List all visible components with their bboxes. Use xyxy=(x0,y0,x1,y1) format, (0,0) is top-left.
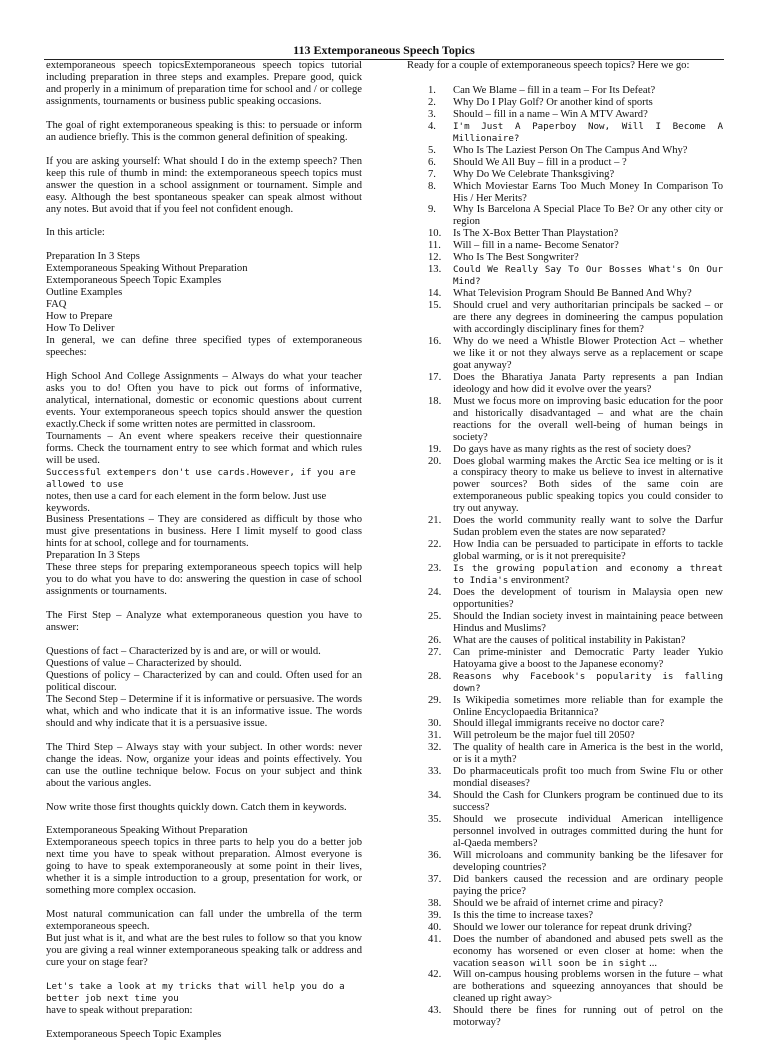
topic-number: 6. xyxy=(428,156,436,168)
topic-number: 42. xyxy=(428,969,442,981)
topic-text: Is this the time to increase taxes? xyxy=(453,909,594,921)
topic-text: Should – fill in a name – Win A MTV Award? xyxy=(453,108,648,120)
topic-text: What are the causes of political instability in Pakistan? xyxy=(453,634,686,646)
topics-intro: Ready for a couple of extemporaneous speech topics? Here we go: xyxy=(407,60,690,71)
topic-text: Who Is The Laziest Person On The Campus And Why? xyxy=(453,144,688,156)
topic-text: Will on-campus housing problems worsen in the future – what are botherations and squeezing annoyances that should be cleaned up right away> xyxy=(453,969,723,1005)
questions-policy: Questions of policy – Characterized by can and could. Often used for an political discour. xyxy=(46,669,362,693)
topic-text: Do pharmaceuticals profit too much from Swine Flu or other mondial diseases? xyxy=(453,766,723,790)
topic-item xyxy=(407,563,723,587)
topic-text: Is Wikipedia sometimes more reliable than for example the Online Encyclopaedia Britannica? xyxy=(453,694,723,718)
topic-number: 22. xyxy=(428,539,442,551)
topic-number: 4. xyxy=(428,120,436,132)
topic-text: The quality of health care in America is the best in the world, or is it a myth? xyxy=(453,742,723,766)
topic-item xyxy=(407,444,723,456)
topic-item xyxy=(407,969,723,1005)
question-paragraph: If you are asking yourself: What should I do in the extemp speech? Then keep this rule of thumb in mind: the extemporaneous speech topics must answer the question in a school assignment or tournament. Simple and easy. Although the best spontaneous speaker can speak almost without any notes. But avoid that if you feel not confident enough. xyxy=(46,155,362,215)
topic-item xyxy=(407,145,723,157)
topic-number: 34. xyxy=(428,790,442,802)
examples-heading: Extemporaneous Speech Topic Examples xyxy=(46,1028,222,1040)
topic-text: Should cruel and very authoritarian principals be sacked – or are there any degrees in domineering the campus population with accordingly disciplinary fines for them? xyxy=(453,300,723,336)
topic-text: Does the development of tourism in Malaysia open new opportunities? xyxy=(453,586,723,610)
topic-item xyxy=(407,252,723,264)
topic-number: 10. xyxy=(428,228,442,240)
topic-item xyxy=(407,396,723,444)
topic-text: Who Is The Best Songwriter? xyxy=(453,252,579,264)
topic-number: 20. xyxy=(428,455,442,467)
topic-number: 23. xyxy=(428,563,442,575)
topic-number: 31. xyxy=(428,730,442,742)
right-column xyxy=(407,60,723,1029)
topic-item xyxy=(407,814,723,850)
topic-item xyxy=(407,635,723,647)
topic-number: 26. xyxy=(428,634,442,646)
topic-text: Should the Indian society invest in maintaining peace between Hindus and Muslims? xyxy=(453,610,723,634)
topic-number: 9. xyxy=(428,204,436,216)
topic-item xyxy=(407,456,723,516)
school-assignments-paragraph: High School And College Assignments – Always do what your teacher asks you to do! Often you have to pick out forms of informative, analytical, international, domestic or economic questions about current events. Your extemporaneous speech topics should answer the question exactly.Check if some written notes are permitted in classroom. xyxy=(46,371,362,430)
topic-item xyxy=(407,850,723,874)
toc-item: How To Deliver xyxy=(46,323,115,335)
topic-number: 1. xyxy=(428,84,436,96)
topic-item xyxy=(407,587,723,611)
in-article-label: In this article: xyxy=(46,227,105,239)
questions-value: Questions of value – Characterized by should. xyxy=(46,657,242,669)
without-preparation-heading: Extemporaneous Speaking Without Preparation xyxy=(46,825,248,837)
topic-text: Does the world community really want to solve the Darfur Sudan problem even the states are now separated? xyxy=(453,515,723,539)
topic-text: Should We All Buy – fill in a product – ? xyxy=(453,156,627,168)
topic-item xyxy=(407,169,723,181)
topic-item xyxy=(407,910,723,922)
topic-item xyxy=(407,85,723,97)
topic-text: Why do we need a Whistle Blower Protection Act – whether we like it or not they always serve as a replacement or scape goat anyway? xyxy=(453,335,723,371)
topic-item xyxy=(407,372,723,396)
topic-number: 25. xyxy=(428,610,442,622)
topic-text: What Television Program Should Be Banned And Why? xyxy=(453,288,692,300)
topic-text: Could We Really Say To Our Bosses What's On Our Mind? xyxy=(453,264,723,288)
topic-item xyxy=(407,97,723,109)
topic-item xyxy=(407,515,723,539)
topic-item xyxy=(407,240,723,252)
preparation-heading: Preparation In 3 Steps xyxy=(46,550,140,562)
tournaments-note: Successful extempers don't use cards.However, if you are allowed to use xyxy=(46,466,356,490)
topic-number: 14. xyxy=(428,288,442,300)
topic-text-tail: environment? xyxy=(510,575,570,587)
topic-item xyxy=(407,611,723,635)
topic-list xyxy=(407,85,723,1029)
topic-item xyxy=(407,1005,723,1029)
topic-text: Must we focus more on improving basic education for the poor and historically disadvantaged – and what are the chain reactions for the overall well-being of human beings in society? xyxy=(453,395,723,443)
third-step-paragraph: The Third Step – Always stay with your subject. In other words: never change the ideas. Now, organize your ideas and points effectively. You can use the outline technique below. Focus on your subject and think about the various angles. xyxy=(46,741,362,789)
topic-number: 38. xyxy=(428,897,442,909)
topic-number: 11. xyxy=(428,240,441,252)
topic-text: Will microloans and community banking be the lifesaver for developing countries? xyxy=(453,849,723,873)
topic-number: 7. xyxy=(428,168,436,180)
left-column xyxy=(46,60,362,1041)
topic-number: 33. xyxy=(428,766,442,778)
topic-number: 8. xyxy=(428,180,436,192)
topic-number: 12. xyxy=(428,252,442,264)
topic-text: Should we prosecute individual American intelligence personnel involved in outrages committed during the hunt for al-Qaeda members? xyxy=(453,814,723,849)
tricks-tail: have to speak without preparation: xyxy=(46,1004,193,1016)
tricks-note: Let's take a look at my tricks that will help you do a better job next time you xyxy=(46,980,345,1004)
topic-text: Does global warming makes the Arctic Sea ice melting or is it a conspiracy theory to make us believe to invest in alternative power sources? Both sides of the same coin are extemporaneous public speaking topics you could consider to try out anyway. xyxy=(453,455,723,515)
topic-text: Reasons why Facebook's popularity is falling down? xyxy=(453,670,723,694)
tournaments-tail: notes, then use a card for each element in the form below. Just use keywords. xyxy=(46,490,327,514)
topic-text: Why Do I Play Golf? Or another kind of sports xyxy=(453,96,653,108)
topic-text: Why Do We Celebrate Thanksgiving? xyxy=(453,168,615,180)
first-step-paragraph: The First Step – Analyze what extemporaneous question you have to answer: xyxy=(46,610,362,634)
topic-text: Will petroleum be the major fuel till 2050? xyxy=(453,730,635,742)
topic-text: Should illegal immigrants receive no doctor care? xyxy=(453,718,665,730)
toc-item: FAQ xyxy=(46,299,67,311)
topic-number: 35. xyxy=(428,814,442,826)
topic-item xyxy=(407,109,723,121)
toc-item: Preparation In 3 Steps xyxy=(46,251,140,263)
topic-number: 18. xyxy=(428,395,442,407)
toc-item: Extemporaneous Speaking Without Preparation xyxy=(46,263,248,275)
topic-item xyxy=(407,742,723,766)
topic-item xyxy=(407,204,723,228)
topic-item xyxy=(407,300,723,336)
topic-item xyxy=(407,671,723,695)
topic-text: Should we be afraid of internet crime and piracy? xyxy=(453,897,664,909)
topic-item xyxy=(407,898,723,910)
toc-item: Extemporaneous Speech Topic Examples xyxy=(46,275,222,287)
page-title: 113 Extemporaneous Speech Topics xyxy=(293,43,475,57)
topic-number: 37. xyxy=(428,873,442,885)
topic-item xyxy=(407,157,723,169)
toc-item: Outline Examples xyxy=(46,287,123,299)
topic-text: Do gays have as many rights as the rest of society does? xyxy=(453,443,692,455)
write-down-paragraph: Now write those first thoughts quickly down. Catch them in keywords. xyxy=(46,801,347,813)
topic-number: 36. xyxy=(428,849,442,861)
topic-number: 17. xyxy=(428,371,442,383)
topic-number: 28. xyxy=(428,670,442,682)
topic-text: Does the Bharatiya Janata Party represents a pan Indian ideology and how did it evolve over the years? xyxy=(453,371,723,395)
topic-item xyxy=(407,695,723,719)
second-step-paragraph: The Second Step – Determine if it is informative or persuasive. The words what, which and who indicate that it is an informative issue. The words should and why indicate that it is a persuasive issue. xyxy=(46,693,362,729)
topic-number: 21. xyxy=(428,515,442,527)
topic-number: 40. xyxy=(428,921,442,933)
topic-item xyxy=(407,874,723,898)
topic-item xyxy=(407,264,723,288)
topic-text: Why Is Barcelona A Special Place To Be? Or any other city or region xyxy=(453,204,723,228)
topic-item xyxy=(407,934,723,970)
topic-number: 29. xyxy=(428,694,442,706)
topic-item xyxy=(407,181,723,205)
topic-item xyxy=(407,718,723,730)
topic-number: 39. xyxy=(428,909,442,921)
topic-text: Can We Blame – fill in a team – For Its Defeat? xyxy=(453,84,656,96)
topic-number: 41. xyxy=(428,933,442,945)
topic-number: 5. xyxy=(428,144,436,156)
topic-item xyxy=(407,288,723,300)
topic-number: 32. xyxy=(428,742,442,754)
topic-item xyxy=(407,922,723,934)
topic-number: 13. xyxy=(428,264,442,276)
topic-text: How India can be persuaded to participate in efforts to tackle global warming, or is it not prerequisite? xyxy=(453,539,723,563)
topic-text: Should there be fines for running out of petrol on the motorway? xyxy=(453,1005,723,1029)
topic-item xyxy=(407,539,723,563)
tournaments-paragraph: Tournaments – An event where speakers receive their questionnaire forms. Check the tournament entry to see which format and which rules will be used. xyxy=(46,430,362,466)
topic-item xyxy=(407,647,723,671)
topic-text: Is The X-Box Better Than Playstation? xyxy=(453,228,619,240)
topic-number: 19. xyxy=(428,443,442,455)
topic-number: 27. xyxy=(428,646,442,658)
topic-text: Does the number of abandoned and abused pets swell as the economy has worsened or even closer at home: when the vacation xyxy=(453,933,723,969)
natural-communication-paragraph: Most natural communication can fall under the umbrella of the term extemporaneous speech. xyxy=(46,909,362,933)
topic-item xyxy=(407,730,723,742)
topic-number: 2. xyxy=(428,96,436,108)
topic-text: Can prime-minister and Democratic Party leader Yukio Hatoyama give a boost to the Japanese economy? xyxy=(453,646,723,670)
topic-text: I'm Just A Paperboy Now, Will I Become A Millionaire? xyxy=(453,120,723,144)
topic-number: 43. xyxy=(428,1005,442,1017)
topic-number: 15. xyxy=(428,300,442,312)
topic-number: 3. xyxy=(428,108,436,120)
topic-text: Is the growing population and economy a threat to India's xyxy=(453,563,723,587)
article-toc xyxy=(46,251,362,335)
business-paragraph: Business Presentations – They are considered as difficult by those who must give presentations in business. Here I limit myself to good class hints for at school, college and for tournaments. xyxy=(46,514,362,550)
topic-item xyxy=(407,121,723,145)
topic-item xyxy=(407,766,723,790)
without-preparation-paragraph: Extemporaneous speech topics in three parts to help you do a better job next time you have to speak without preparation. Almost everyone is going to have to speak extemporaneously at some point in their lives, whether it is a simple introduction to a group, presentation for work, or something more complex occasion. xyxy=(46,837,362,897)
topic-text: Did bankers caused the recession and are ordinary people paying the price? xyxy=(453,873,723,897)
topic-item xyxy=(407,790,723,814)
topic-number: 24. xyxy=(428,586,442,598)
preparation-paragraph: These three steps for preparing extemporaneous speech topics will help you to do what you have to do: answering the question in case of school assignments or tournaments. xyxy=(46,562,362,598)
topic-text: Should the Cash for Clunkers program be continued due to its success? xyxy=(453,790,723,814)
topic-text: Should we lower our tolerance for repeat drunk driving? xyxy=(453,921,692,933)
topic-text-ellipsis: ... xyxy=(646,957,658,969)
topic-item xyxy=(407,228,723,240)
topic-text: Which Moviestar Earns Too Much Money In Comparison To His / Her Merits? xyxy=(453,180,723,204)
topic-item xyxy=(407,336,723,372)
topic-number: 30. xyxy=(428,718,442,730)
best-rules-paragraph: But just what is it, and what are the best rules to follow so that you know you are giving a real winner extemporaneous speaking talk or address and cure your on stage fear? xyxy=(46,933,362,968)
goal-paragraph: The goal of right extemporaneous speaking is this: to persuade or inform an audience briefly. This is the common general definition of speaking. xyxy=(46,119,362,143)
topic-text: Will – fill in a name- Become Senator? xyxy=(453,240,619,252)
intro-paragraph: extemporaneous speech topicsExtemporaneous speech topics tutorial including preparation in three steps and examples. Prepare good, quick and properly in a minimum of preparation time for school and / or college assignments, tournaments or business public speaking occasions. xyxy=(46,60,362,107)
three-types-paragraph: In general, we can define three specified types of extemporaneous speeches: xyxy=(46,335,362,359)
topic-number: 16. xyxy=(428,335,442,347)
questions-fact: Questions of fact – Characterized by is and are, or will or would. xyxy=(46,646,321,658)
topic-text-tail: season will soon be in sight xyxy=(491,957,647,969)
toc-item: How to Prepare xyxy=(46,311,113,323)
